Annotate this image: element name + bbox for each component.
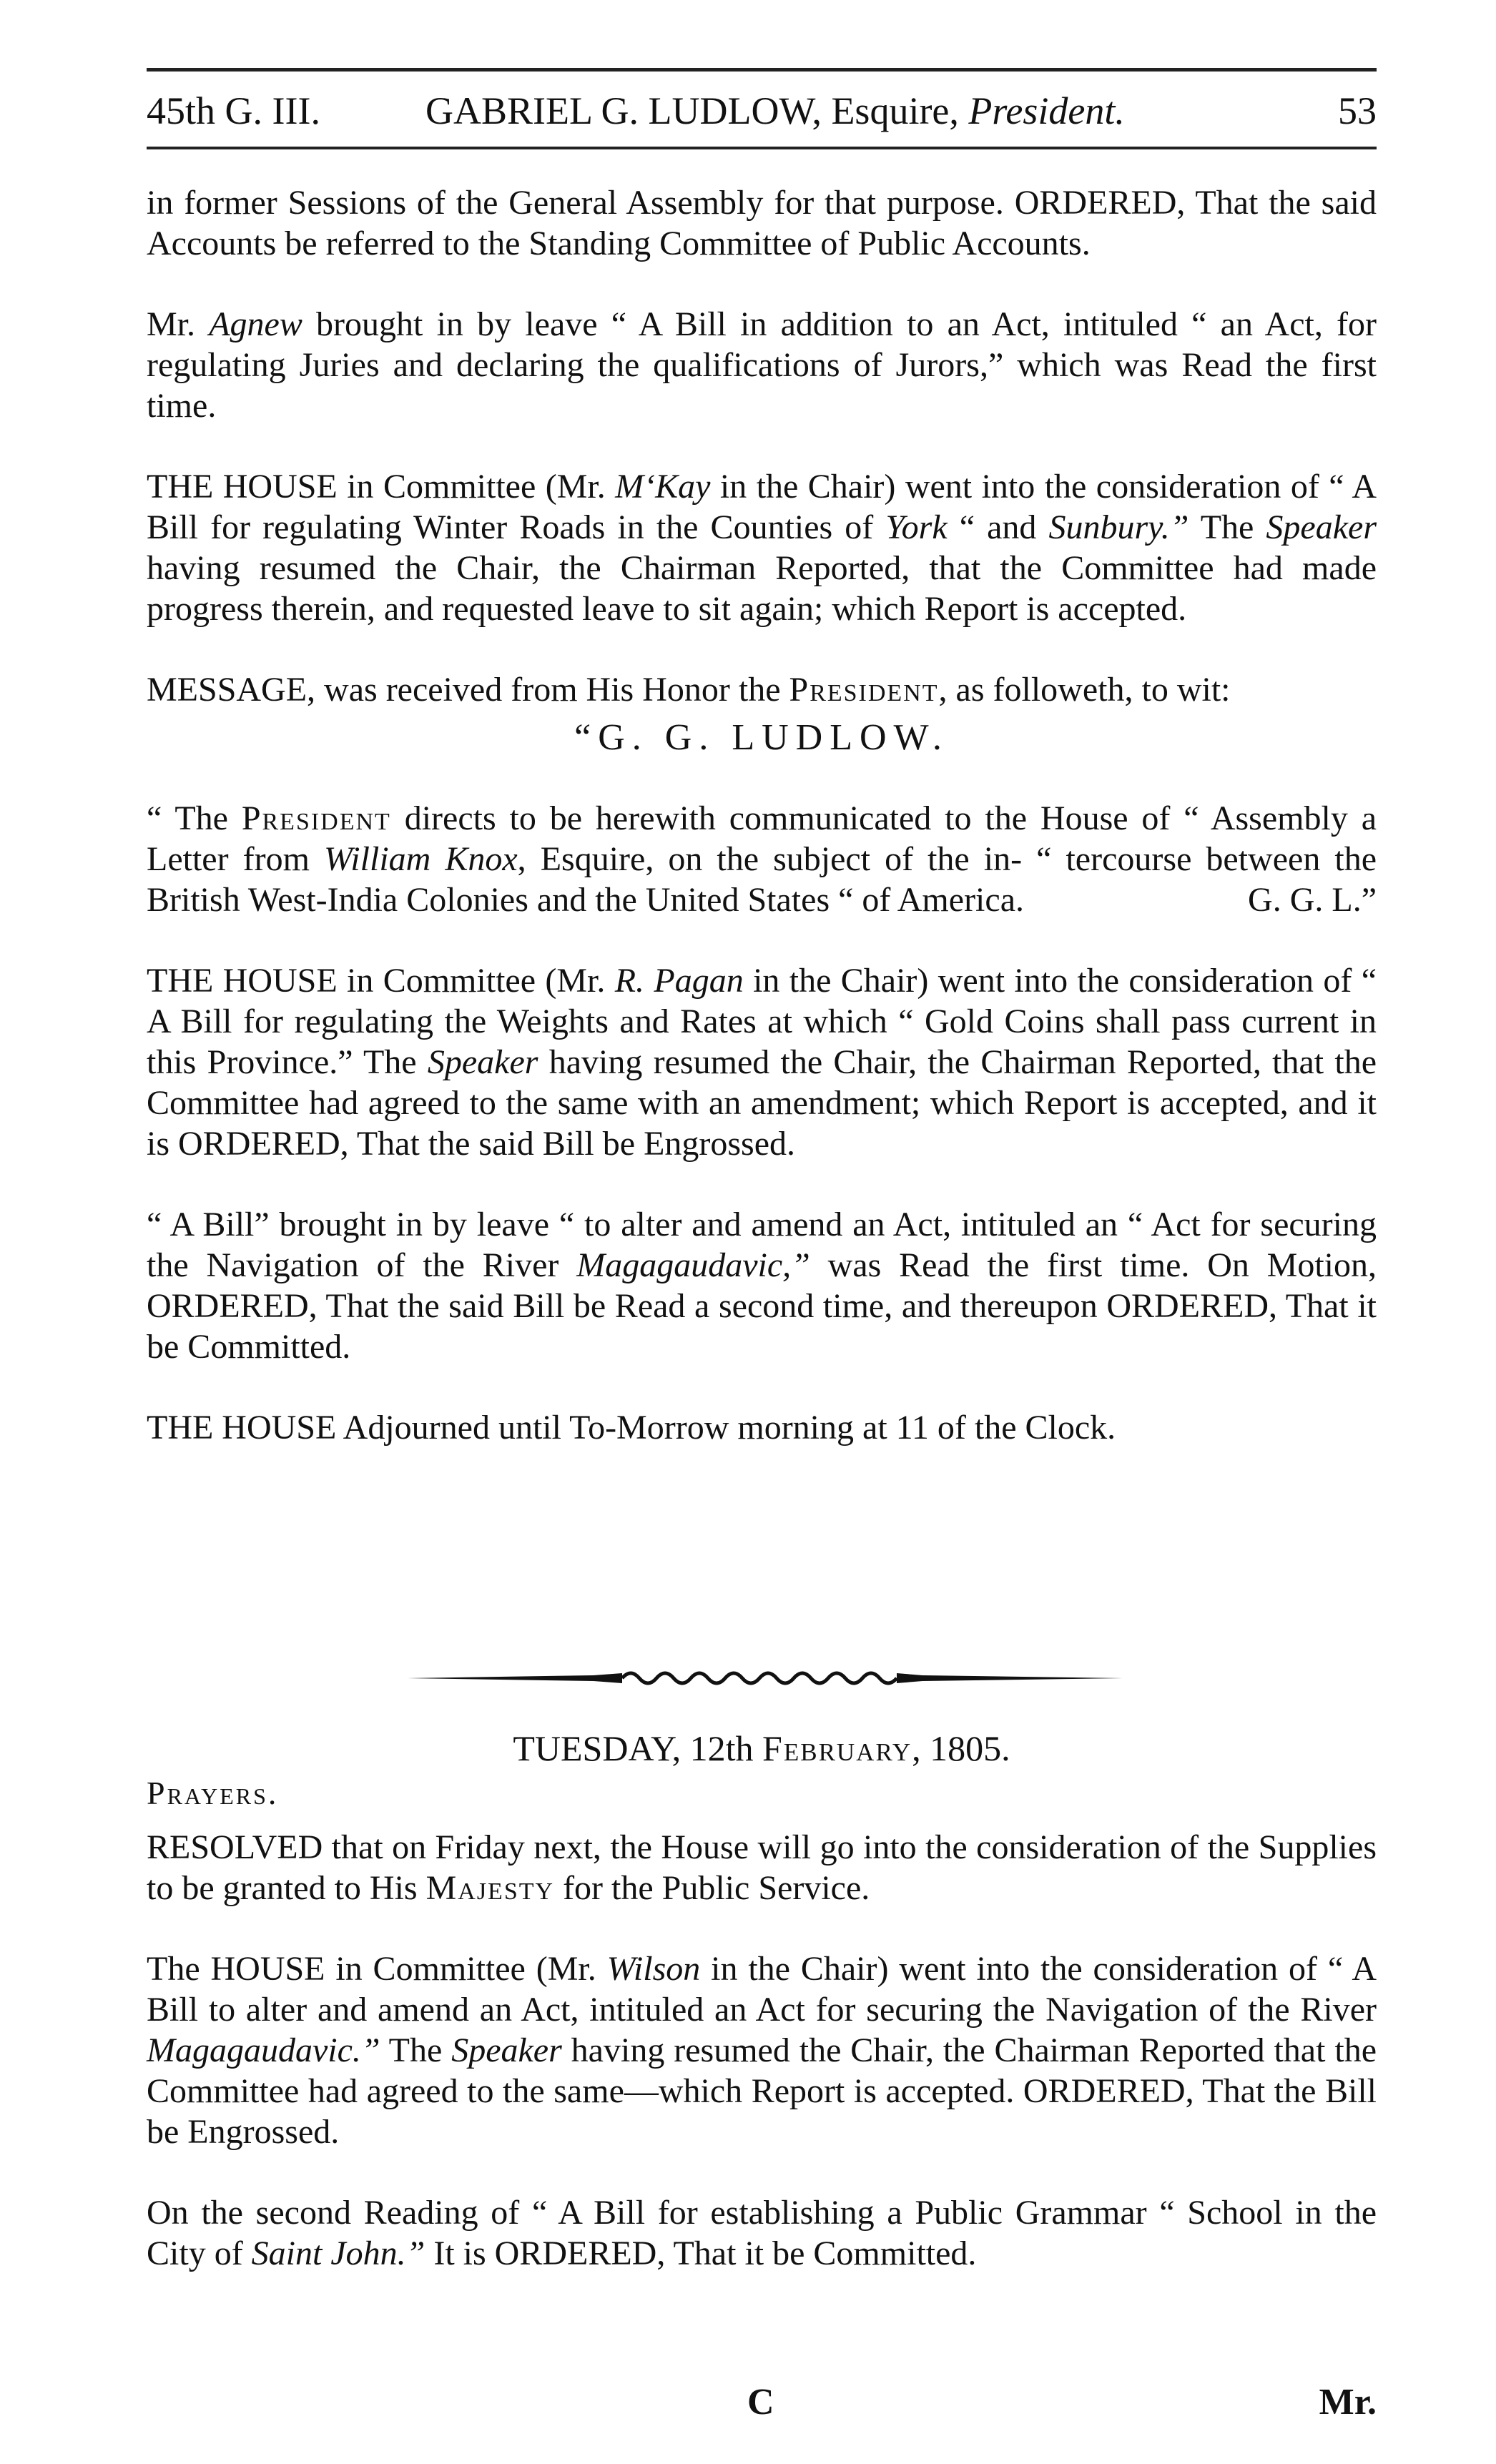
text: THE HOUSE in Committee (Mr.: [147, 468, 616, 506]
president-ref: President: [241, 799, 391, 837]
year-text: , 1805.: [912, 1728, 1010, 1768]
text: On the second Reading of “ A Bill for establishing a Public Grammar “ School in the City of: [147, 2194, 1377, 2272]
text: brought in by leave “ A Bill in addition to an Act, intituled “ an Act, for regulating Juries and declaring the qualifications of Jurors,” which was Read the first time.: [147, 305, 1377, 425]
river-name: Magagaudavic.”: [147, 2031, 380, 2069]
header-rule: [147, 147, 1377, 149]
paragraph-letter: [147, 798, 1377, 920]
person-name: William Knox: [323, 840, 518, 878]
majesty-ref: Majesty: [425, 1869, 555, 1907]
ornamental-divider: [408, 1667, 1123, 1689]
text: The: [1189, 508, 1266, 546]
message-signature: G. G. L.”: [1248, 881, 1377, 919]
text: THE HOUSE in Committee (Mr.: [147, 962, 615, 1000]
paragraph-juries-bill: [147, 304, 1377, 426]
top-rule: [147, 68, 1377, 72]
president-ref: President: [789, 671, 939, 709]
text: was Read the first time. On Motion, ORDERED, That the said Bill be Read a second time, and thereupon ORDERED, That it be Committed.: [147, 1246, 1377, 1366]
paragraph-winter-roads: [147, 466, 1377, 629]
text: The HOUSE in Committee (Mr.: [147, 1950, 607, 1988]
speaker-ref: Speaker: [427, 1043, 538, 1081]
county-name: York: [885, 508, 948, 546]
paragraph-accounts: in former Sessions of the General Assembly for that purpose. ORDERED, That the said Accounts be referred to the Standing Committee of Public Accounts.: [147, 184, 1377, 262]
text: “ and: [947, 508, 1049, 546]
paragraph-adjourned: THE HOUSE Adjourned until To-Morrow morning at 11 of the Clock.: [147, 1409, 1116, 1447]
day-text: TUESDAY, 12th: [513, 1728, 763, 1768]
text: The: [380, 2031, 452, 2069]
paragraph-supplies: [147, 1827, 1377, 1908]
header-president: President.: [968, 89, 1125, 132]
journal-body: [147, 182, 1377, 1488]
catchword: Mr.: [1319, 2382, 1377, 2423]
journal-body-tuesday: [147, 1827, 1377, 2314]
month: February: [762, 1728, 912, 1768]
text: RESOLVED that on Friday next, the House will go into the consideration of the Supplies to be granted to His: [147, 1828, 1377, 1907]
prayers-label: Prayers.: [147, 1775, 279, 1811]
paragraph-message: [147, 669, 1377, 710]
regnal-year: 45th G. III.: [147, 89, 320, 132]
text: having resumed the Chair, the Chairman Reported, that the Committee had made progress therein, and requested leave to sit again; which Report is accepted.: [147, 549, 1377, 628]
text: in the Chair) went into the consideration of “ A Bill for regulating the Weights and Rates at which “ Gold Coins shall pass current in this Province.” The: [147, 962, 1377, 1081]
message-heading: “G. G. LUDLOW.: [574, 717, 949, 758]
speaker-ref: Speaker: [451, 2031, 562, 2069]
text: , as followeth, to wit:: [938, 671, 1231, 709]
member-name: M‘Kay: [615, 468, 711, 506]
paragraph-grammar-school: [147, 2192, 1377, 2274]
member-name: R. Pagan: [614, 962, 744, 1000]
text: having resumed the Chair, the Chairman Reported that the Committee had agreed to the same—which Report is accepted. ORDERED, That the Bill be Engrossed.: [147, 2031, 1377, 2151]
text: “ The: [147, 799, 242, 837]
paragraph-gold-coins: [147, 960, 1377, 1164]
text: “ A Bill” brought in by leave “ to alter and amend an Act, intituled an “ Act for securing the Navigation of the River: [147, 1206, 1377, 1284]
text: MESSAGE, was received from His Honor the: [147, 671, 789, 709]
member-name: Wilson: [606, 1950, 701, 1988]
header-title: [425, 82, 1125, 139]
page-number: 53: [1338, 89, 1377, 132]
text: in the Chair) went into the consideration of “ A Bill for regulating Winter Roads in the Counties of: [147, 468, 1377, 546]
running-header: [147, 82, 1377, 139]
signature-mark: C: [747, 2382, 774, 2423]
page-footer: [147, 2377, 1377, 2428]
city-name: Saint John.”: [251, 2234, 425, 2272]
text: having resumed the Chair, the Chairman Reported, that the Committee had agreed to the same with an amendment; which Report is accepted, and it is ORDERED, That the said Bill be Engrossed.: [147, 1043, 1377, 1163]
county-name: Sunbury.”: [1048, 508, 1189, 546]
text: , Esquire, on the subject of the in- “ tercourse between the British West-India Colonies and the United States “ of America.: [147, 840, 1377, 919]
paragraph-navigation-committee: [147, 1948, 1377, 2152]
speaker-ref: Speaker: [1266, 508, 1377, 546]
text: for the Public Service.: [554, 1869, 870, 1907]
text: directs to be herewith communicated to the House of “ Assembly a Letter from: [147, 799, 1377, 878]
header-name: GABRIEL G. LUDLOW, Esquire,: [425, 89, 969, 132]
member-name: Agnew: [209, 305, 302, 343]
text: in the Chair) went into the consideration of “ A Bill to alter and amend an Act, intituled an Act for securing the Navigation of the River: [147, 1950, 1377, 2029]
paragraph-navigation-bill: [147, 1204, 1377, 1367]
day-heading: [147, 1727, 1377, 1770]
river-name: Magagaudavic,”: [576, 1246, 810, 1284]
text: Mr.: [147, 305, 210, 343]
text: It is ORDERED, That it be Committed.: [425, 2234, 977, 2272]
